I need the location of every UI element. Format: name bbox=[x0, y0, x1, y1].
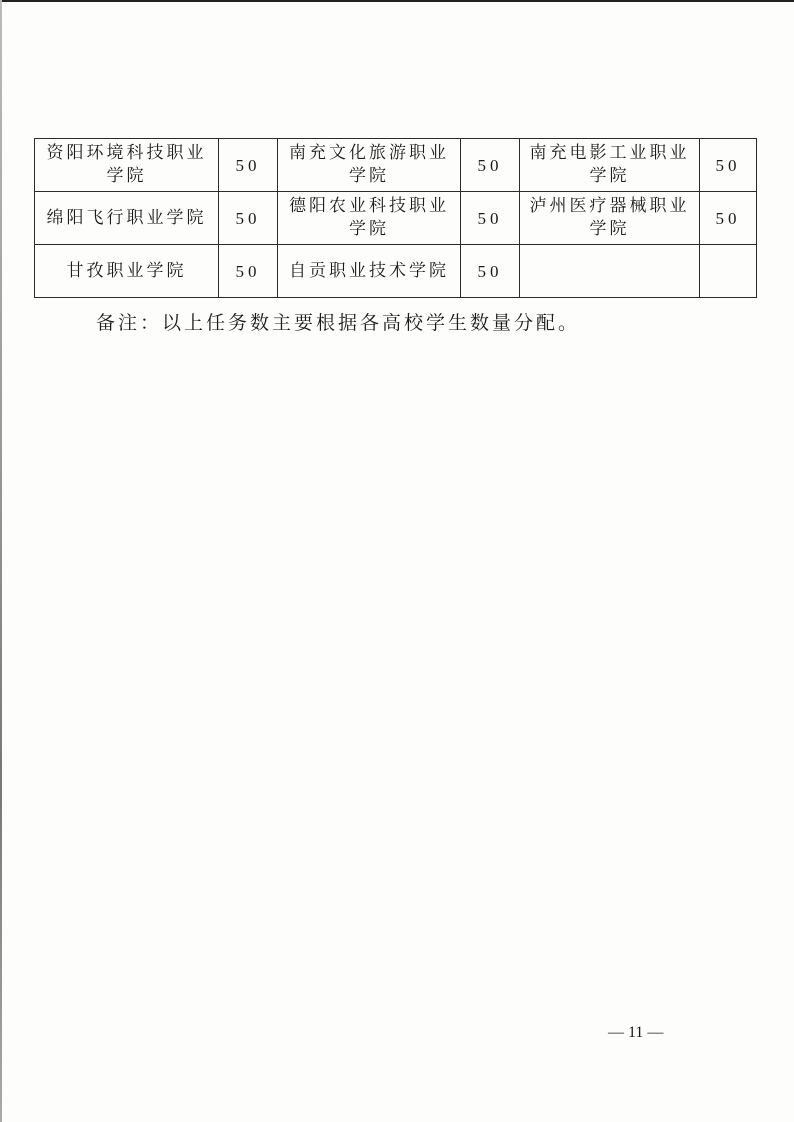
school-name-cell: 绵阳飞行职业学院 bbox=[35, 192, 219, 245]
school-name-cell: 南充文化旅游职业学院 bbox=[278, 139, 461, 192]
school-name-cell: 南充电影工业职业学院 bbox=[520, 139, 700, 192]
task-count-cell: 50 bbox=[700, 139, 757, 192]
school-name-cell: 甘孜职业学院 bbox=[35, 245, 219, 298]
scan-edge-left bbox=[0, 0, 2, 1122]
task-count-cell: 50 bbox=[219, 245, 278, 298]
task-count-cell: 50 bbox=[219, 139, 278, 192]
task-count-cell: 50 bbox=[461, 245, 520, 298]
empty-count-cell bbox=[700, 245, 757, 298]
task-count-cell: 50 bbox=[219, 192, 278, 245]
school-name-cell: 资阳环境科技职业学院 bbox=[35, 139, 219, 192]
school-name-cell: 泸州医疗器械职业学院 bbox=[520, 192, 700, 245]
remarks-note: 备注：以上任务数主要根据各高校学生数量分配。 bbox=[96, 312, 581, 334]
task-count-cell: 50 bbox=[461, 139, 520, 192]
school-name-cell: 自贡职业技术学院 bbox=[278, 245, 461, 298]
empty-name-cell bbox=[520, 245, 700, 298]
table-row bbox=[35, 245, 757, 298]
allocation-table bbox=[34, 138, 757, 298]
school-name-cell: 德阳农业科技职业学院 bbox=[278, 192, 461, 245]
task-count-cell: 50 bbox=[700, 192, 757, 245]
table-row bbox=[35, 192, 757, 245]
page-number: — 11 — bbox=[608, 1024, 664, 1041]
task-count-cell: 50 bbox=[461, 192, 520, 245]
scan-edge-top bbox=[0, 0, 794, 2]
table-row bbox=[35, 139, 757, 192]
